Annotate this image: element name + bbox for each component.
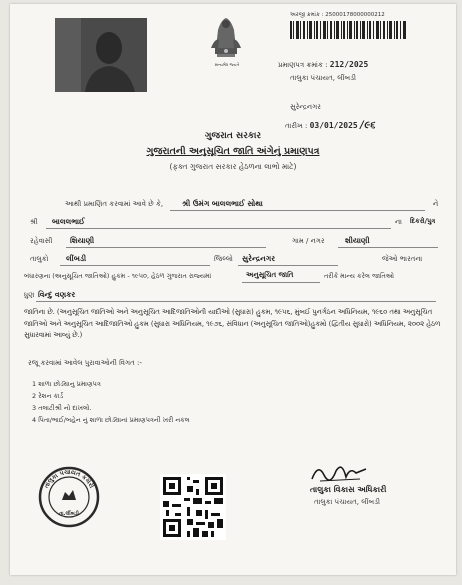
evidence-heading: રજૂ કરવામાં આવેલ પુરાવાઓની વિગત :-: [28, 359, 142, 367]
residence-value: શિયાણી: [70, 236, 95, 245]
date-line: [285, 120, 375, 131]
emblem-caption: સત્યમેવ જયતે: [214, 62, 240, 67]
recognized-text: તરીકે માન્ય કરેલ જાતિઓ: [324, 272, 395, 280]
svg-text:તા.લીંબડી: તા.લીંબડી: [59, 511, 79, 517]
relation-value: દિકરો/પુત્ર: [410, 217, 436, 225]
barcode-block: [290, 12, 410, 43]
evidence-item: 2 રેશન કાર્ડ: [32, 392, 64, 400]
application-number: અરજી ક્રમાંક : 25000178000000212: [290, 12, 385, 18]
date-value: 03/01/2025: [309, 121, 358, 130]
office-seal: [38, 466, 100, 528]
caste-name: વિન્દુ વણકર: [38, 290, 76, 299]
father-name: બાલલભાઈ: [52, 217, 85, 226]
issuing-office: તાલુકા પંચાયત, લીંબડી: [290, 74, 356, 82]
svg-text:તાલુકા પંચાયત કચેરી: તાલુકા પંચાયત કચેરી: [43, 468, 95, 490]
certify-prefix: આથી પ્રમાણિત કરવામાં આવે છે કે,: [65, 200, 164, 208]
ashoka-emblem-icon: [203, 10, 249, 64]
name-underline: [170, 210, 425, 211]
taluka-value: લીંબડી: [66, 254, 87, 263]
caste-underline: [36, 301, 436, 302]
certificate-page: [10, 4, 456, 575]
jati-prefix: ધુણ: [24, 291, 35, 299]
evidence-item: 4 પિતા/ભાઈ/બહેન નું શાળા છોડ્યાનાં પ્રમાણપત્રની ખરી નકલ: [32, 416, 190, 424]
residence-label: રહેવાસી: [30, 237, 53, 245]
village-label: ગામ / નગર: [292, 237, 325, 245]
residence-underline: [66, 247, 266, 248]
qr-code-icon: [160, 474, 226, 540]
na-label: ના: [395, 218, 402, 226]
signature-block: [310, 459, 386, 507]
applicant-name: શ્રી ઉમંગ બાલલભાઈ સોથા: [182, 199, 263, 208]
gov-title: ગુજરાત સરકાર: [204, 131, 262, 141]
taluka-label: તાલુકો: [30, 255, 49, 263]
district-value: સુરેન્દ્રનગર: [242, 254, 276, 263]
evidence-item: 3 તલાટીશ્રી નો દાખલો.: [32, 404, 92, 412]
district-place: સુરેન્દ્રનગર: [290, 103, 321, 111]
father-underline: [46, 228, 391, 229]
evidence-list: [32, 378, 190, 426]
legal-paragraph: જાતિના છે. (અનુસૂચિત જાતિઓ અને અનુસૂચિત આદિજાતિઓની યાદીઓ (સુધારા) હુકમ, ૧૯૫૬, મુંબઈ પુનર્ગઠન અધિનિયમ, ૧૯૬૦ તથા અનુસૂચિત જાતિઓ અને અનુસૂચિત આદિજાતિઓ હુકમ (સુધારા અધિનિયમ, ૧૯૭૬, સંવિધાન (અનુસૂચિત જાતિઓ)હુકમો (દ્વિતીય સુધારો) અધિનિયમ, ૨૦૦૨ હેઠળ સુધારવામાં આવ્યું છે.): [24, 308, 441, 339]
district-underline: [238, 265, 338, 266]
date-label: તારીખ :: [285, 122, 308, 130]
shri-label: શ્રી: [30, 218, 38, 226]
date-handwritten-suffix: /૯૬: [359, 120, 376, 131]
handwritten-signature: [310, 459, 370, 485]
caste-type-underline: [242, 282, 320, 283]
evidence-item: 1 શાળા છોડ્યાનુ પ્રમાણપત્ર: [32, 380, 101, 388]
village-value: શીયાણી: [345, 236, 370, 245]
applicant-photo: [55, 18, 147, 92]
cert-number-label: પ્રમાણપત્ર ક્રમાંક :: [278, 61, 328, 69]
cert-number-value: 212/2025: [329, 60, 369, 69]
district-label: જિલ્લો: [214, 255, 233, 263]
certificate-title: ગુજરાતની અનુસૂચિત જાતિ અંગેનું પ્રમાણપત્ર: [146, 146, 320, 157]
order-text: બંધારણના (અનુસૂચિત જાતિઓ) હુકમ - ૧૯૫૦, હેઠળ ગુજરાત રાજ્યમાં: [24, 272, 212, 280]
state-label: જેઓ ભારતના: [382, 255, 423, 263]
signatory-office: તાલુકા પંચાયત, લીંબડી: [314, 498, 380, 506]
signatory-title: તાલુકા વિકાસ અધિકારી: [310, 485, 387, 494]
cert-number-line: [278, 60, 368, 70]
taluka-underline: [60, 265, 210, 266]
caste-type: અનુસૂચિત જાતિ: [246, 271, 294, 279]
certificate-subtitle: (ફક્ત ગુજરાત સરકાર હેઠળના લાભો માટે): [169, 162, 297, 171]
village-underline: [338, 247, 438, 248]
barcode-icon: [290, 21, 408, 39]
name-suffix: ને: [433, 200, 439, 208]
